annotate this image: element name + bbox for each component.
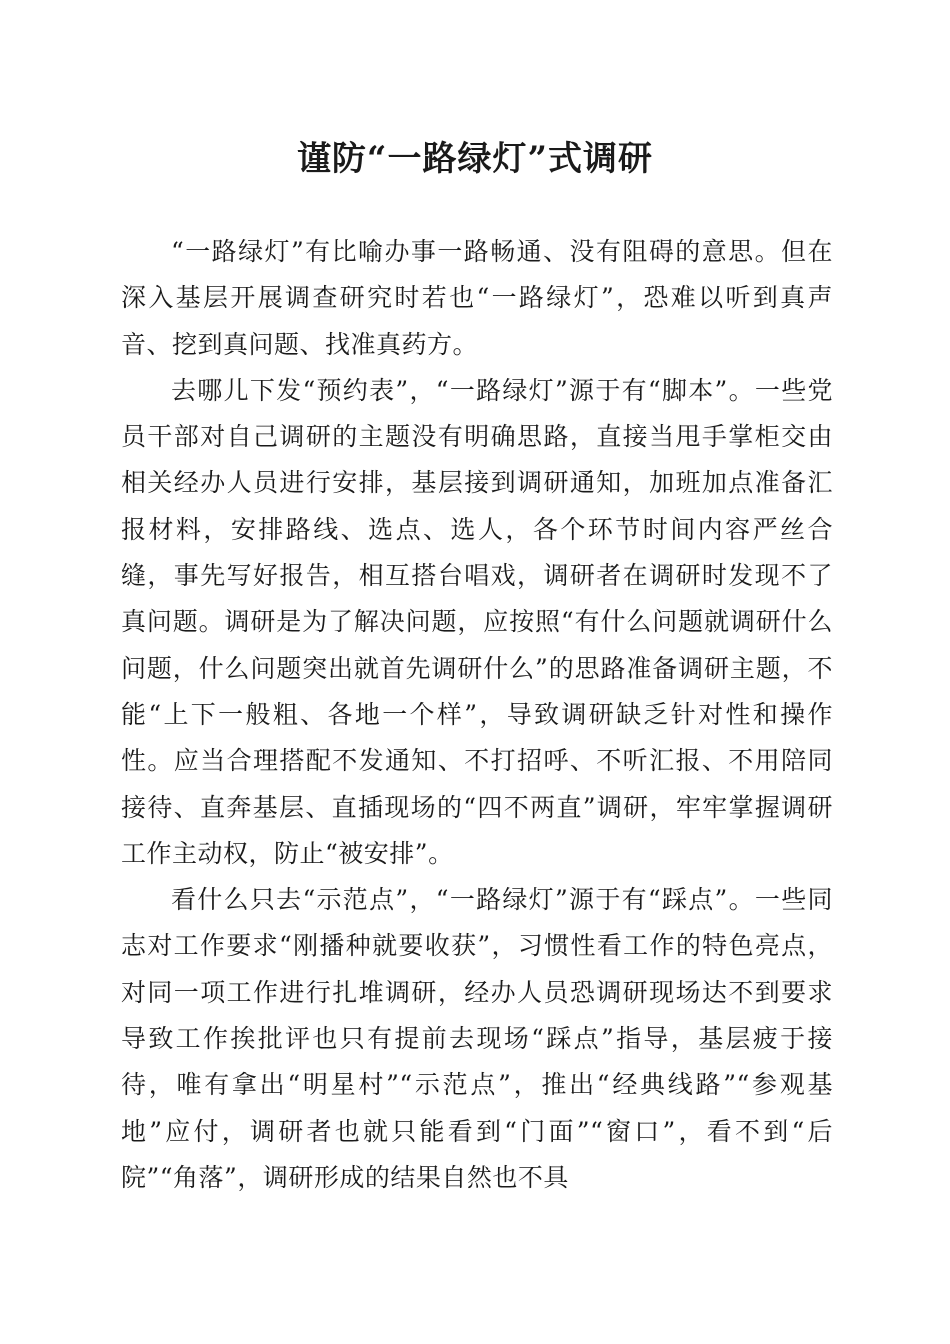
document-title: 谨防“一路绿灯”式调研: [296, 139, 654, 179]
paragraph-3: 看什么只去“示范点”，“一路绿灯”源于有“踩点”。一些同志对工作要求“刚播种就要收获”，习惯性看工作的特色亮点，对同一项工作进行扎堆调研，经办人员恐调研现场达不到要求导致工作挨批评也只有提前去现场“踩点”指导，基层疲于接待，唯有拿出“明星村”“示范点”，推出“经典线路”“参观基地”应付，调研者也就只能看到“门面”“窗口”，看不到“后院”“角落”，调研形成的结果自然也不具: [121, 885, 833, 1192]
document-body: [121, 229, 833, 1201]
paragraph-2: 去哪儿下发“预约表”，“一路绿灯”源于有“脚本”。一些党员干部对自己调研的主题没有明确思路，直接当甩手掌柜交由相关经办人员进行安排，基层接到调研通知，加班加点准备汇报材料，安排路线、选点、选人，各个环节时间内容严丝合缝，事先写好报告，相互搭台唱戏，调研者在调研时发现不了真问题。调研是为了解决问题，应按照“有什么问题就调研什么问题，什么问题突出就首先调研什么”的思路准备调研主题，不能“上下一般粗、各地一个样”，导致调研缺乏针对性和操作性。应当合理搭配不发通知、不打招呼、不听汇报、不用陪同接待、直奔基层、直插现场的“四不两直”调研，牢牢掌握调研工作主动权，防止“被安排”。: [121, 375, 833, 868]
paragraph-1: “一路绿灯”有比喻办事一路畅通、没有阻碍的意思。但在深入基层开展调查研究时若也“一路绿灯”，恐难以听到真声音、挖到真问题、找准真药方。: [121, 237, 833, 359]
